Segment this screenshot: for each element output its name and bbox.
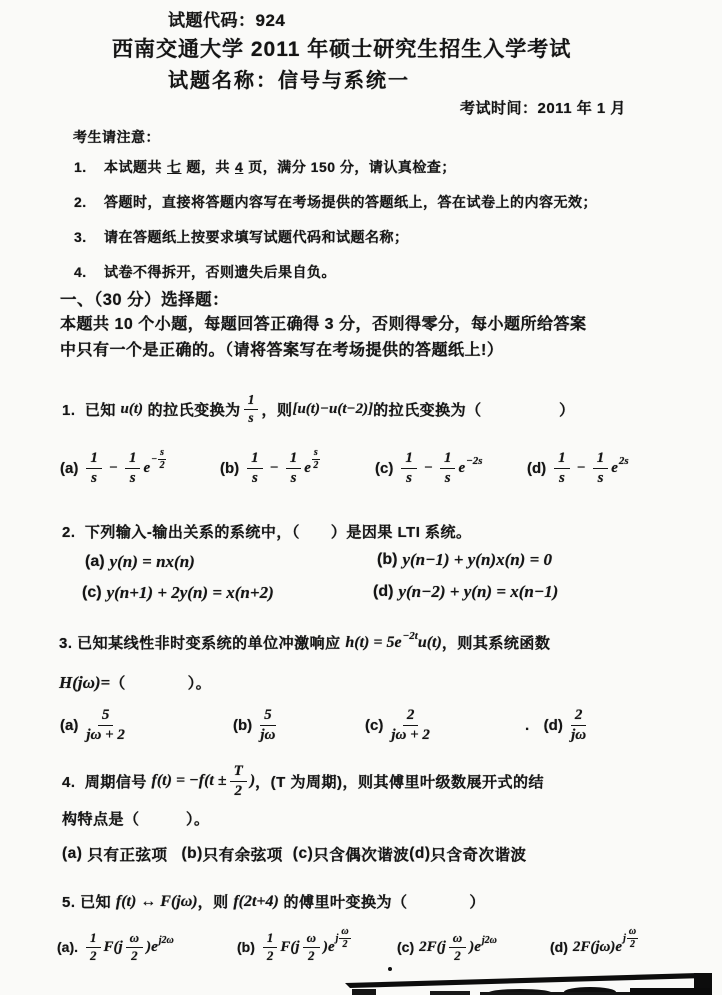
question-3-stem-line1 [59, 629, 551, 653]
fraction-denominator: 2 [159, 459, 165, 471]
notice-item-text: 答题时，直接将答题内容写在考场提供的答题纸上，答在试卷上的内容无效； [104, 194, 597, 210]
section-heading-text: 一、（30 分）选择题： [60, 291, 230, 309]
fraction-numerator: s [160, 446, 165, 458]
exponent-j: j [335, 932, 339, 944]
fraction-denominator: 2 [131, 947, 138, 963]
fraction-denominator: s [248, 409, 254, 425]
section-desc-text: 本题共 10 个小题，每题回答正确得 3 分，否则得零分，每小题所给答案 [60, 316, 587, 333]
option-label: (c) [397, 939, 415, 955]
fraction [391, 707, 430, 743]
notice-heading-text: 考生请注意： [73, 129, 160, 145]
math-fragment: F(jω)e [580, 938, 623, 955]
q5-text: 的傅里叶变换为（ ） [278, 894, 486, 911]
fraction-denominator: s [91, 469, 98, 486]
exam-code-text: 试题代码：924 [168, 11, 286, 30]
section-one-desc-line2 [60, 337, 503, 360]
fraction-numerator: 1 [286, 450, 302, 469]
fraction-denominator: s [129, 469, 136, 486]
notice-item-underlined: 4 [235, 159, 244, 175]
question-1-stem [62, 386, 575, 432]
fraction-numerator: 1 [263, 931, 278, 947]
exponent: j2ω [481, 934, 497, 946]
question-2-option-a [85, 552, 195, 572]
option-equation: y(n−1) + y(n)x(n) = 0 [402, 550, 553, 569]
exam-time [460, 97, 626, 118]
fraction [593, 450, 609, 486]
fraction-denominator: 2 [234, 782, 242, 799]
fraction-denominator: s [406, 469, 413, 486]
q1-text: 1. 已知 [62, 401, 121, 419]
exam-subject-text: 试题名称：信号与系统一 [168, 70, 410, 92]
exponent: −2t [402, 629, 418, 642]
euler-e: e [611, 459, 618, 476]
option-label: (b) [237, 939, 255, 955]
q1-text: 的拉氏变换为（ ） [373, 401, 575, 419]
math-fragment: F(j [426, 938, 446, 955]
notice-heading [73, 127, 160, 147]
notice-item-number: 1. [74, 159, 87, 175]
notice-item-2 [74, 192, 597, 212]
option-text: 只有余弦项 [202, 847, 283, 864]
minus-sign: − [576, 459, 586, 476]
minus-sign: − [423, 459, 433, 476]
section-one-heading [60, 286, 229, 310]
fraction-numerator: T [230, 763, 247, 782]
coefficient: 2 [572, 938, 581, 955]
q5-text: 5. 已知 [62, 894, 116, 911]
fraction-denominator: 2 [266, 947, 274, 963]
option-text: 只有正弦项 [87, 847, 168, 864]
question-5-stem [62, 891, 485, 912]
exponent [623, 927, 638, 950]
coefficient-fraction [86, 931, 101, 963]
question-3-option-b [233, 700, 279, 750]
exponent [151, 448, 166, 471]
fraction-numerator: 2 [403, 707, 419, 726]
option-equation: y(n) = nx(n) [109, 552, 195, 571]
section-desc-text: 中只有一个是正确的。（请将答案写在考场提供的答题纸上!） [60, 342, 504, 359]
notice-item-1 [74, 157, 456, 177]
option-label: (d) [527, 459, 547, 477]
fraction-numerator: 1 [86, 931, 101, 947]
q4-math: f(t) = −f(t ± [151, 772, 227, 789]
minus-sign: − [269, 459, 279, 476]
notice-item-text: 题，共 [186, 159, 230, 175]
q3-math: H(jω)= [59, 672, 111, 692]
fraction-denominator: s [251, 469, 258, 486]
fraction [401, 450, 417, 486]
exponent-fraction [312, 448, 320, 471]
fraction-numerator: 5 [260, 707, 276, 726]
fraction-denominator: 2 [342, 938, 348, 950]
option-label: (b) [181, 845, 203, 862]
euler-e: e [143, 459, 151, 476]
coefficient-fraction [263, 931, 278, 963]
fraction-numerator: ω [341, 925, 349, 937]
scan-artifact-stamp [0, 965, 722, 995]
question-1-option-b [220, 440, 320, 496]
question-4-stem-line2 [62, 808, 210, 829]
option-label: (c) [375, 459, 394, 477]
q1-text: ，则 [261, 401, 293, 419]
fraction [260, 707, 276, 743]
notice-item-underlined: 七 [167, 159, 182, 175]
fraction-denominator: 2 [308, 947, 315, 963]
notice-item-text: 试卷不得拆开，否则遗失后果自负。 [104, 264, 336, 280]
math-fragment: )e [146, 938, 158, 955]
option-label: (b) [220, 459, 240, 477]
q3-math: u(t) [417, 633, 442, 651]
notice-item-text: 本试题共 [104, 159, 162, 175]
exponent [312, 448, 320, 471]
q4-math: ) [249, 772, 256, 789]
exponent: −2s [466, 455, 483, 467]
fraction-denominator: 2 [629, 938, 635, 950]
question-3-option-d [525, 700, 589, 750]
fraction-denominator: s [290, 469, 297, 486]
exponent-fraction [627, 927, 638, 950]
fraction-numerator: s [313, 446, 318, 458]
notice-item-number: 4. [74, 264, 87, 280]
notice-item-text: 页，满分 150 分，请认真检查； [248, 159, 456, 175]
exponent-j: j [623, 932, 626, 944]
fraction-numerator: ω [449, 931, 466, 947]
notice-item-number: 2. [74, 194, 87, 210]
coefficient: 2 [419, 938, 427, 955]
exam-code [168, 6, 285, 31]
q1-fraction [244, 393, 259, 426]
fraction-denominator: jω + 2 [86, 726, 125, 743]
question-3-stem-line2 [59, 672, 211, 693]
exam-subject [168, 64, 410, 93]
q3-text: 3. 已知某线性非时变系统的单位冲激响应 [59, 635, 346, 652]
fraction-numerator: 1 [244, 393, 259, 410]
q1-math: u(t) [120, 400, 144, 417]
question-1-option-c [375, 440, 483, 496]
option-text: 只含偶次谐波 [313, 847, 410, 864]
exponent: j2ω [158, 934, 174, 946]
option-equation: y(n−2) + y(n) = x(n−1) [398, 582, 559, 601]
fraction-denominator: 2 [313, 459, 319, 471]
fraction-numerator: 1 [86, 450, 102, 469]
q4-text: ，(T 为周期)，则其傅里叶级数展开式的结 [255, 773, 544, 791]
exponent-fraction [339, 927, 350, 950]
fraction-denominator: jω + 2 [391, 726, 430, 743]
option-label: (a). [57, 939, 78, 955]
q4-fraction [230, 763, 247, 799]
fraction-denominator: jω [571, 726, 587, 743]
math-fragment: )e [322, 938, 335, 955]
q1-text: 的拉氏变换为 [143, 401, 241, 419]
q5-text: ，则 [197, 894, 234, 911]
math-fragment: )e [469, 938, 481, 955]
option-label: (a) [85, 553, 105, 570]
notice-item-text: 请在答题纸上按要求填写试题代码和试题名称； [104, 229, 409, 245]
argument-fraction [126, 931, 143, 963]
option-label: (a) [60, 716, 79, 734]
fraction-numerator: 1 [125, 450, 141, 469]
fraction [554, 450, 570, 486]
option-label: (c) [292, 845, 314, 862]
minus-sign: − [108, 459, 118, 476]
q4-text: 4. 周期信号 [62, 773, 152, 791]
exam-title-text: 西南交通大学 2011 年硕士研究生招生入学考试 [112, 38, 572, 61]
question-3-option-a [60, 700, 128, 750]
fraction [571, 707, 587, 743]
fraction [286, 450, 302, 486]
option-text: 只含奇次谐波 [430, 847, 527, 864]
fraction-numerator: 5 [98, 707, 114, 726]
exponent [336, 927, 351, 950]
euler-e: e [304, 459, 311, 476]
q1-math: [u(t)−u(t−2)] [292, 400, 374, 417]
q3-text: ，则其系统函数 [441, 635, 551, 652]
fraction-numerator: 1 [247, 450, 263, 469]
exponent-sign: − [151, 453, 158, 465]
q5-math: f(t) ↔ F(jω) [115, 892, 198, 910]
argument-fraction [449, 931, 466, 963]
fraction-denominator: s [558, 469, 565, 486]
fraction [440, 450, 456, 486]
option-equation: y(n+1) + 2y(n) = x(n+2) [106, 583, 274, 602]
question-4-options [62, 843, 527, 865]
option-label: (b) [233, 716, 253, 734]
fraction-denominator: 2 [454, 947, 461, 963]
notice-item-4 [74, 262, 336, 282]
fraction-numerator: 1 [554, 450, 570, 469]
exponent-fraction [158, 448, 166, 471]
question-4-stem-line1 [62, 755, 544, 807]
question-1-option-d [527, 440, 629, 496]
option-label: (c) [82, 584, 102, 601]
question-2-stem [62, 521, 472, 542]
exam-title [112, 33, 571, 63]
fraction [86, 707, 125, 743]
fraction-denominator: s [444, 469, 451, 486]
option-label: (d) [409, 845, 431, 862]
q5-math: f(2t+4) [233, 892, 279, 910]
fraction-numerator: 1 [593, 450, 609, 469]
q4-text: 构特点是（ ）。 [62, 811, 210, 828]
option-label: (c) [365, 716, 384, 734]
question-3-option-c [365, 700, 433, 750]
euler-e: e [458, 459, 466, 476]
fraction-numerator: 1 [440, 450, 456, 469]
fraction [247, 450, 263, 486]
fraction-numerator: ω [126, 931, 143, 947]
fraction-numerator: ω [628, 925, 637, 937]
q3-math: h(t) = 5e [345, 633, 402, 651]
fraction-numerator: 1 [401, 450, 417, 469]
exam-time-text: 考试时间：2011 年 1 月 [460, 100, 626, 117]
question-2-option-d [373, 582, 558, 602]
notice-item-number: 3. [74, 229, 87, 245]
fraction-numerator: ω [303, 931, 320, 947]
fraction-denominator: 2 [90, 947, 97, 963]
option-label: (d) [373, 583, 394, 600]
fraction [86, 450, 102, 486]
exponent: 2s [618, 455, 629, 467]
section-one-desc-line1 [60, 311, 586, 334]
question-2-option-b [377, 550, 552, 570]
option-label: (d) [550, 939, 568, 955]
fraction-denominator: jω [260, 726, 276, 743]
option-label: (a) [60, 459, 79, 477]
argument-fraction [303, 931, 320, 963]
option-label: (a) [62, 845, 83, 862]
fraction-numerator: 2 [571, 707, 587, 726]
notice-item-3 [74, 227, 409, 247]
fraction [125, 450, 141, 486]
option-label: (d) [543, 716, 563, 734]
fraction-denominator: s [597, 469, 604, 486]
q2-text: 2. 下列输入-输出关系的系统中，（ ）是因果 LTI 系统。 [62, 524, 472, 541]
question-2-option-c [82, 583, 274, 603]
question-1-option-a [60, 440, 166, 496]
option-label: (b) [377, 551, 398, 568]
math-fragment: F(j [103, 938, 123, 955]
q3-text: （ ）。 [110, 675, 212, 692]
math-fragment: F(j [280, 938, 300, 955]
stray-dot: . [525, 716, 530, 734]
